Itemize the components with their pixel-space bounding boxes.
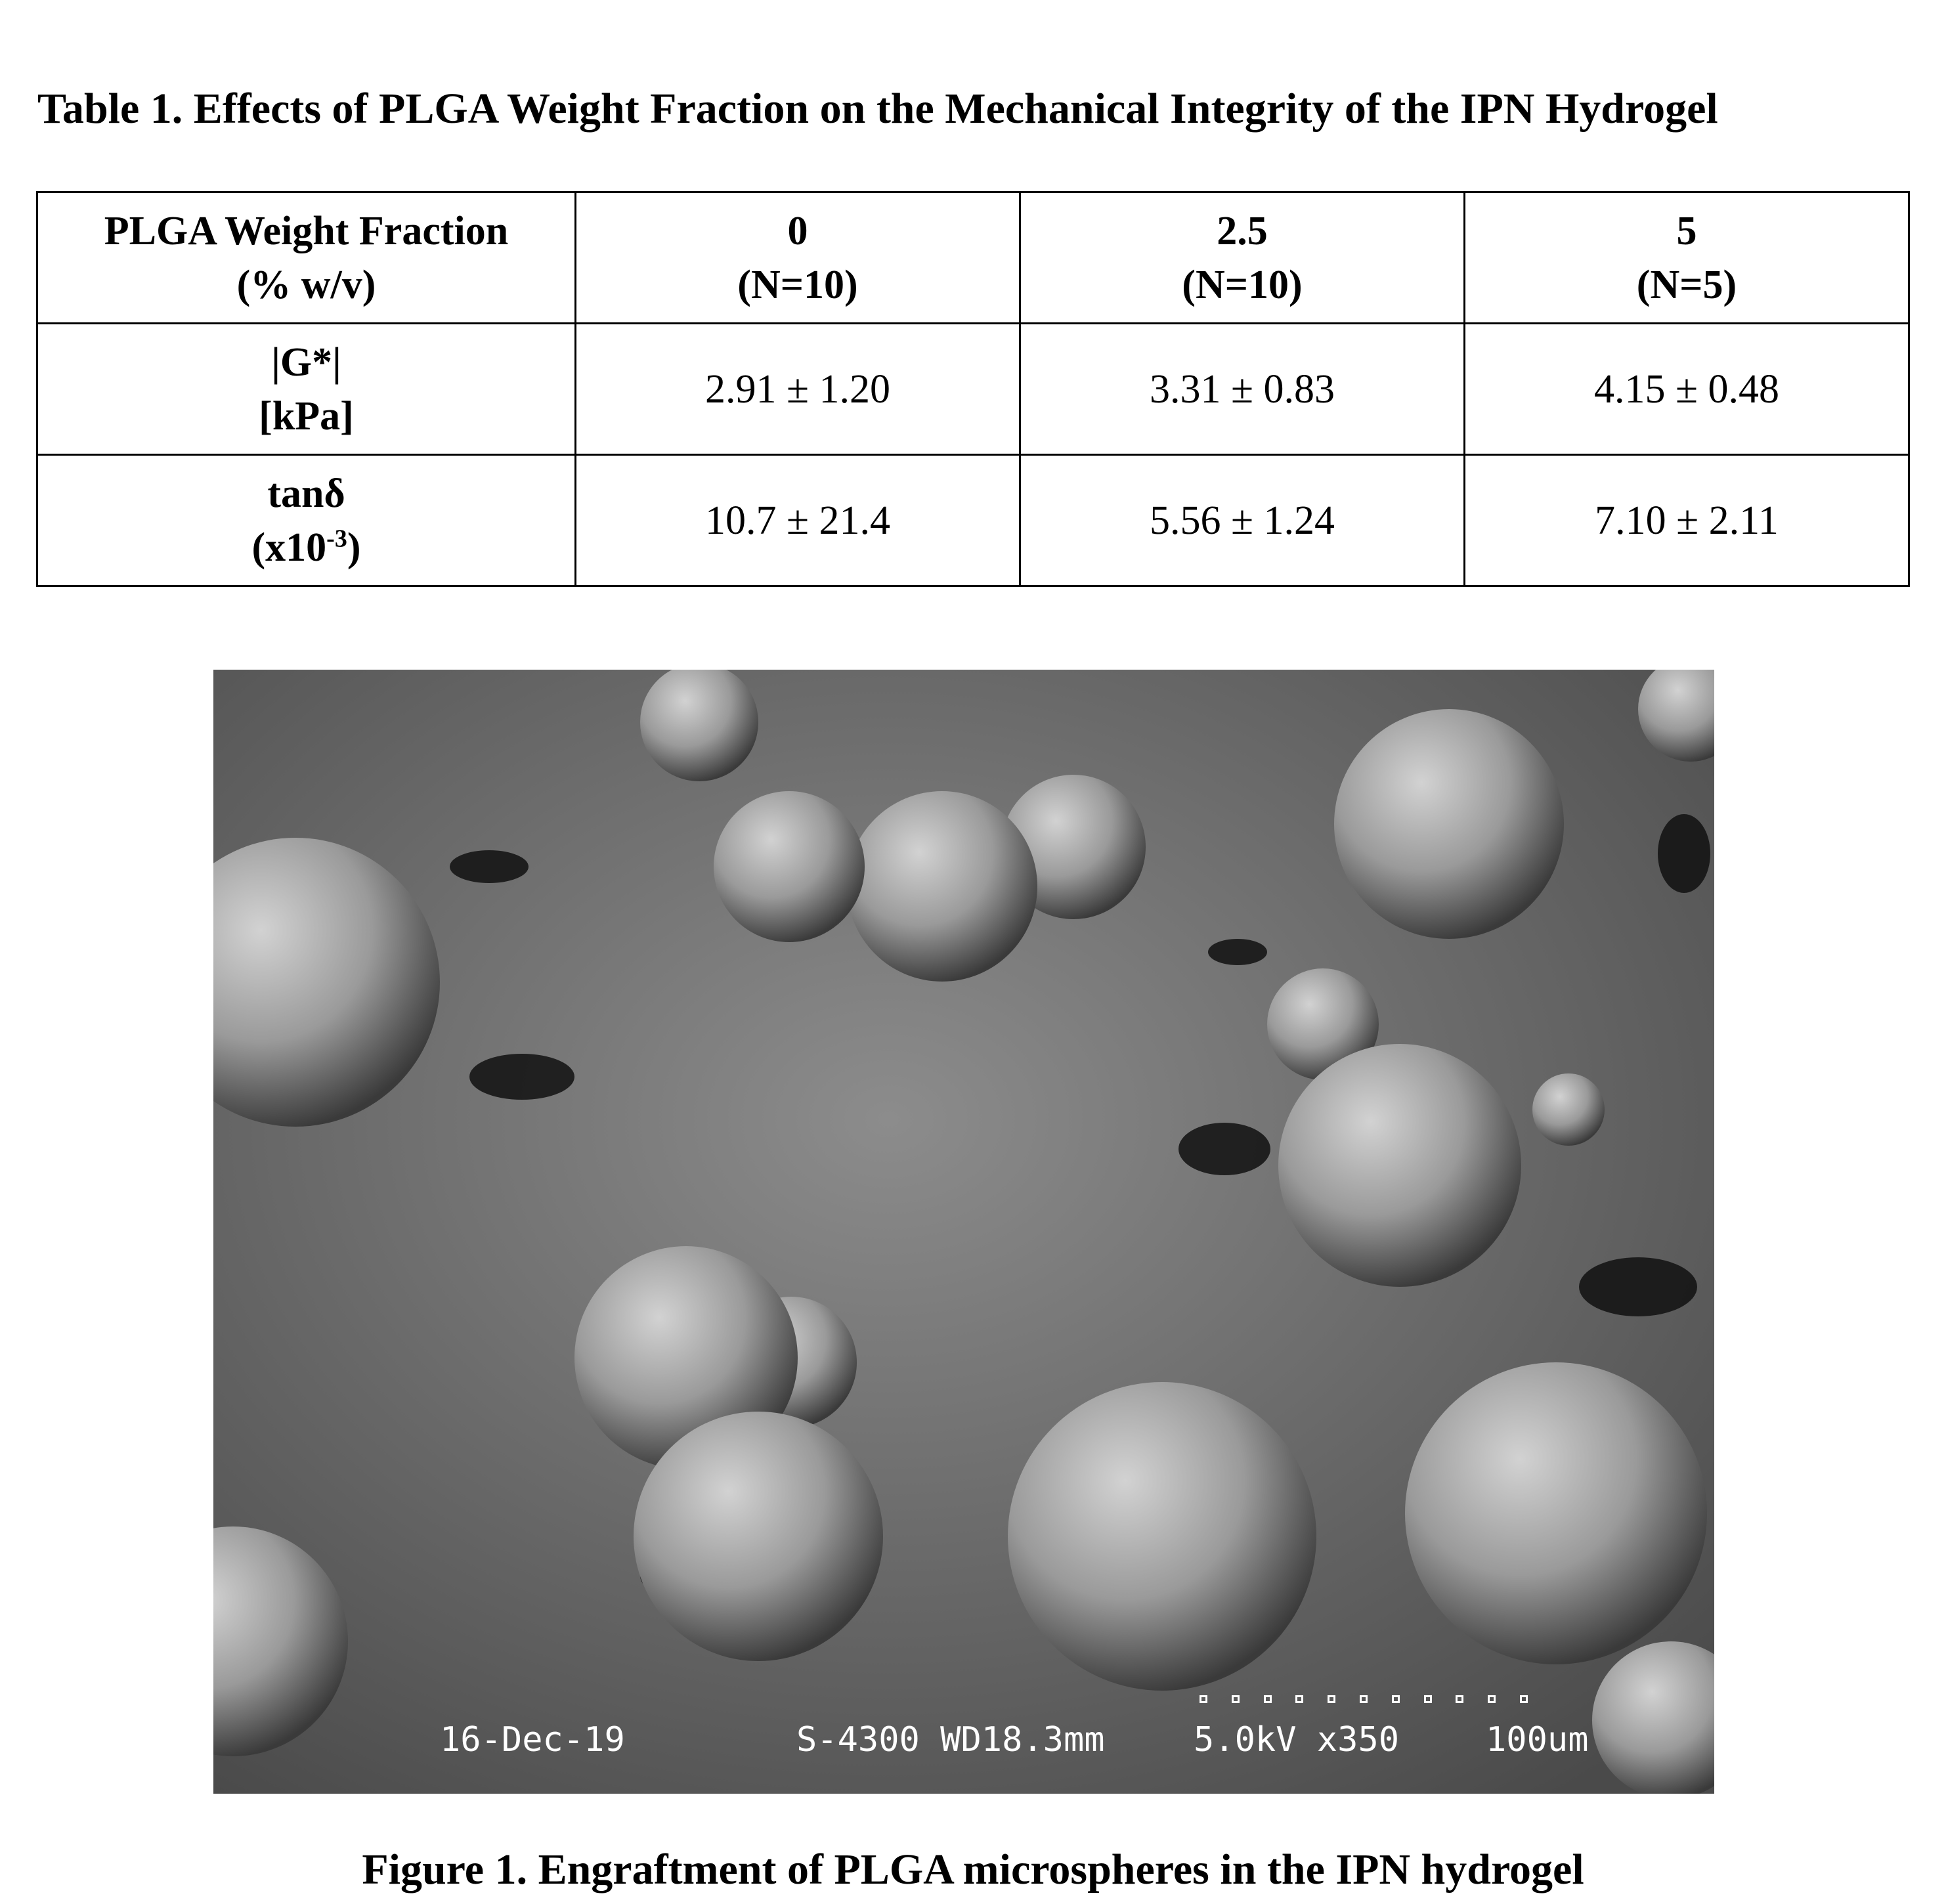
header-column-n: (N=10) [737,262,858,307]
header-column-value: 2.5 [1217,208,1268,253]
table-cell: 4.15 ± 0.48 [1465,324,1909,455]
row-label-modulus [37,324,576,455]
table-cell: 7.10 ± 2.11 [1465,455,1909,586]
header-column-value: 0 [787,208,808,253]
row-label-line2 [38,521,574,574]
sem-info-bar [213,1695,1714,1794]
sem-voltage-mag: 5.0kV x350 [1194,1720,1400,1760]
sem-micrograph [213,670,1714,1794]
header-column-n: (N=10) [1182,262,1303,307]
sem-instrument: S-4300 WD18.3mm [796,1720,1105,1760]
row-label-suffix: ) [347,525,361,570]
table-cell: 10.7 ± 21.4 [576,455,1020,586]
data-table [36,191,1910,587]
row-label-line1: |G*| [271,339,341,385]
table-row-tandelta [37,455,1909,586]
header-column-n: (N=5) [1636,262,1737,307]
table-cell: 5.56 ± 1.24 [1020,455,1465,586]
scale-bar [1200,1695,1528,1708]
row-label-line2: [kPa] [259,393,354,439]
header-column-value: 5 [1676,208,1697,253]
table-cell: 2.91 ± 1.20 [576,324,1020,455]
micrograph-drawing [213,670,1714,1794]
header-label-line2: (% w/v) [236,262,376,307]
header-column-0 [576,192,1020,324]
header-column-1 [1020,192,1465,324]
table-caption: Table 1. Effects of PLGA Weight Fraction on the Mechanical Integrity of the IPN Hydrogel [37,85,1718,133]
table-header-row [37,192,1909,324]
row-label-prefix: (x10 [251,525,327,570]
figure-caption: Figure 1. Engraftment of PLGA microspheres in the IPN hydrogel [362,1846,1584,1893]
row-label-exponent: -3 [326,524,347,552]
table-row-modulus [37,324,1909,455]
sem-date: 16-Dec-19 [440,1720,625,1760]
sem-scale-label: 100um [1486,1720,1589,1760]
header-label-line1: PLGA Weight Fraction [104,208,509,253]
header-column-2 [1465,192,1909,324]
row-label-line1: tanδ [267,471,345,516]
row-label-tandelta [37,455,576,586]
table-cell: 3.31 ± 0.83 [1020,324,1465,455]
header-label-cell [37,192,576,324]
